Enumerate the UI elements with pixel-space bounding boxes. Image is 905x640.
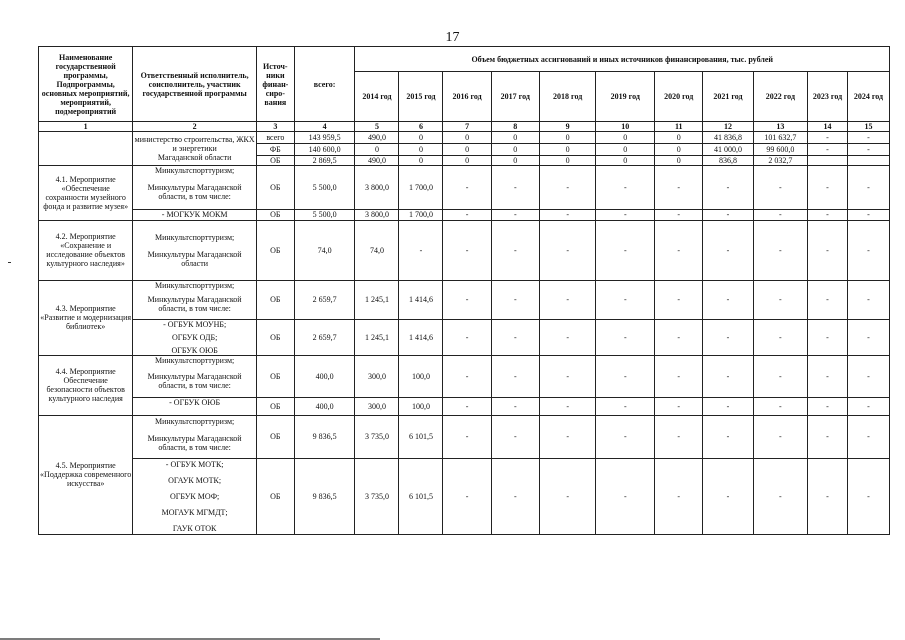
value-cell: - (539, 220, 596, 280)
value-cell (847, 156, 889, 166)
responsible-top: Минкультспорттуризм; (133, 280, 257, 290)
value-cell: - (703, 356, 753, 398)
table-row (39, 209, 890, 220)
value-cell: - (443, 220, 491, 280)
value-cell: - (443, 320, 491, 356)
value-cell: - (596, 458, 655, 534)
header-name: Наименование государственной программы, Подпрограммы, основных мероприятий, мероприятий, подмероприятий (39, 47, 133, 122)
value-cell: 490,0 (355, 156, 399, 166)
value-cell: - (753, 166, 807, 210)
measure-name: 4.4. Мероприятие Обеспечение безопасности объектов культурного наследия (39, 356, 133, 416)
value-cell: 1 414,6 (399, 280, 443, 320)
value-cell: 0 (596, 144, 655, 156)
value-cell: 0 (355, 144, 399, 156)
value-cell: 0 (491, 156, 539, 166)
table-row (39, 320, 890, 356)
value-cell: 0 (596, 156, 655, 166)
value-cell: - (539, 356, 596, 398)
value-cell: 1 700,0 (399, 209, 443, 220)
value-cell: 41 000,0 (703, 144, 753, 156)
value-cell: - (808, 415, 848, 458)
total-cell: 140 600,0 (294, 144, 355, 156)
ministry-responsible: министерство строительства, ЖКХ и энергетики Магаданской области (133, 132, 257, 166)
col-number: 12 (703, 122, 753, 132)
total-cell: 400,0 (294, 356, 355, 398)
header-total: всего: (294, 47, 355, 122)
year-2019: 2019 год (596, 72, 655, 122)
budget-table (38, 46, 890, 535)
value-cell: - (443, 209, 491, 220)
value-cell: - (847, 132, 889, 144)
header-funding-title: Объем бюджетных ассигнований и иных источников финансирования, тыс. рублей (355, 47, 890, 72)
value-cell: - (443, 397, 491, 415)
total-cell: 2 659,7 (294, 280, 355, 320)
responsible-main: Минкультуры Магаданской области, в том числе: (133, 365, 257, 397)
value-cell: - (596, 280, 655, 320)
value-cell: - (847, 320, 889, 356)
col-number: 14 (808, 122, 848, 132)
table-row (39, 458, 890, 534)
col-number: 9 (539, 122, 596, 132)
value-cell: - (753, 280, 807, 320)
source-cell: ОБ (256, 209, 294, 220)
value-cell: - (655, 356, 703, 398)
value-cell: - (753, 209, 807, 220)
value-cell: - (753, 458, 807, 534)
year-2021: 2021 год (703, 72, 753, 122)
table-row (39, 397, 890, 415)
source-cell: ОБ (256, 166, 294, 210)
table-row (39, 220, 890, 280)
source-cell: ОБ (256, 156, 294, 166)
column-number-row (39, 122, 890, 132)
value-cell: - (596, 397, 655, 415)
value-cell: - (491, 280, 539, 320)
value-cell: - (847, 458, 889, 534)
value-cell: - (539, 320, 596, 356)
source-cell: ОБ (256, 397, 294, 415)
col-number: 11 (655, 122, 703, 132)
year-2022: 2022 год (753, 72, 807, 122)
value-cell: 0 (491, 144, 539, 156)
value-cell: - (808, 356, 848, 398)
value-cell: - (847, 220, 889, 280)
table-row (39, 415, 890, 428)
col-number: 7 (443, 122, 491, 132)
measure-name: 4.2. Мероприятие «Сохранение и исследование объектов культурного наследия» (39, 220, 133, 280)
value-cell: - (847, 144, 889, 156)
source-cell: ОБ (256, 220, 294, 280)
value-cell: - (655, 397, 703, 415)
value-cell: - (703, 320, 753, 356)
value-cell: - (655, 320, 703, 356)
value-cell: - (808, 132, 848, 144)
year-2017: 2017 год (491, 72, 539, 122)
year-2014: 2014 год (355, 72, 399, 122)
value-cell: - (399, 220, 443, 280)
value-cell: - (596, 415, 655, 458)
value-cell: 99 600,0 (753, 144, 807, 156)
value-cell: 490,0 (355, 132, 399, 144)
source-cell: ОБ (256, 458, 294, 534)
value-cell: 0 (596, 132, 655, 144)
sub-responsible: - ОГБУК ОЮБ (133, 397, 257, 415)
value-cell: - (491, 320, 539, 356)
value-cell: 0 (399, 144, 443, 156)
value-cell: 0 (443, 144, 491, 156)
ministry-name-cell (39, 132, 133, 166)
responsible-main: Минкультуры Магаданской области, в том числе: (133, 175, 257, 209)
total-cell: 2 869,5 (294, 156, 355, 166)
value-cell: 0 (443, 132, 491, 144)
value-cell: - (808, 220, 848, 280)
value-cell: - (443, 280, 491, 320)
value-cell: - (539, 209, 596, 220)
value-cell: 1 245,1 (355, 320, 399, 356)
responsible-main: Минкультуры Магаданской области, в том числе: (133, 428, 257, 458)
value-cell: - (491, 356, 539, 398)
value-cell: - (753, 356, 807, 398)
value-cell: - (847, 415, 889, 458)
value-cell: 74,0 (355, 220, 399, 280)
value-cell: 1 245,1 (355, 280, 399, 320)
value-cell: - (847, 356, 889, 398)
value-cell: - (539, 397, 596, 415)
sub-responsible: - МОГКУК МОКМ (133, 209, 257, 220)
value-cell: - (808, 280, 848, 320)
total-cell: 5 500,0 (294, 166, 355, 210)
source-cell: ОБ (256, 415, 294, 458)
sub-responsible: - ОГБУК МОТК; ОГАУК МОТК; ОГБУК МОФ; МОГАУК МГМДТ; ГАУК ОТОК (133, 458, 257, 534)
value-cell: - (808, 166, 848, 210)
table-row (39, 356, 890, 366)
total-cell: 143 959,5 (294, 132, 355, 144)
value-cell: - (443, 415, 491, 458)
sub-responsible: - ОГБУК МОУНБ; ОГБУК ОДБ; ОГБУК ОЮБ (133, 320, 257, 356)
total-cell: 74,0 (294, 220, 355, 280)
value-cell: - (655, 280, 703, 320)
value-cell: 101 632,7 (753, 132, 807, 144)
value-cell: 2 032,7 (753, 156, 807, 166)
year-2016: 2016 год (443, 72, 491, 122)
year-2024: 2024 год (847, 72, 889, 122)
value-cell: 1 414,6 (399, 320, 443, 356)
value-cell: 0 (655, 156, 703, 166)
responsible-top: Минкультспорттуризм; (133, 356, 257, 366)
value-cell: - (539, 415, 596, 458)
value-cell: - (443, 356, 491, 398)
source-cell: ОБ (256, 356, 294, 398)
col-number: 5 (355, 122, 399, 132)
value-cell: - (655, 220, 703, 280)
value-cell: - (596, 166, 655, 210)
year-2023: 2023 год (808, 72, 848, 122)
value-cell: - (847, 166, 889, 210)
value-cell: - (491, 209, 539, 220)
header-row (39, 47, 890, 72)
col-number: 4 (294, 122, 355, 132)
year-2018: 2018 год (539, 72, 596, 122)
value-cell: 3 800,0 (355, 209, 399, 220)
value-cell: 100,0 (399, 356, 443, 398)
col-number: 15 (847, 122, 889, 132)
page-number: 17 (445, 30, 460, 45)
value-cell: - (703, 209, 753, 220)
value-cell: - (703, 220, 753, 280)
value-cell: - (596, 320, 655, 356)
value-cell: - (847, 209, 889, 220)
value-cell: 6 101,5 (399, 458, 443, 534)
value-cell: 300,0 (355, 397, 399, 415)
value-cell: 0 (399, 132, 443, 144)
value-cell: 0 (539, 144, 596, 156)
value-cell: - (753, 220, 807, 280)
value-cell: - (655, 166, 703, 210)
value-cell: 0 (539, 156, 596, 166)
value-cell: - (596, 220, 655, 280)
header-responsible: Ответственный исполнитель, соисполнитель, участник государственной программы (133, 47, 257, 122)
value-cell: - (491, 415, 539, 458)
value-cell: 3 735,0 (355, 458, 399, 534)
value-cell: - (847, 280, 889, 320)
header-source: Источ-ники финан-сиро-вания (256, 47, 294, 122)
value-cell: 0 (443, 156, 491, 166)
value-cell: 0 (491, 132, 539, 144)
total-cell: 9 836,5 (294, 458, 355, 534)
value-cell: - (847, 397, 889, 415)
table-row (39, 280, 890, 290)
value-cell: 836,8 (703, 156, 753, 166)
source-cell: всего (256, 132, 294, 144)
value-cell (808, 156, 848, 166)
value-cell: 0 (539, 132, 596, 144)
value-cell: 300,0 (355, 356, 399, 398)
year-2015: 2015 год (399, 72, 443, 122)
col-number: 1 (39, 122, 133, 132)
responsible-top: Минкультспорттуризм; (133, 415, 257, 428)
col-number: 3 (256, 122, 294, 132)
responsible-main: Минкультуры Магаданской области, в том числе: (133, 290, 257, 320)
value-cell: - (703, 280, 753, 320)
col-number: 2 (133, 122, 257, 132)
value-cell: - (491, 220, 539, 280)
col-number: 10 (596, 122, 655, 132)
value-cell: - (655, 415, 703, 458)
source-cell: ОБ (256, 320, 294, 356)
value-cell: 100,0 (399, 397, 443, 415)
year-2020: 2020 год (655, 72, 703, 122)
value-cell: - (596, 209, 655, 220)
value-cell: - (703, 415, 753, 458)
value-cell: - (703, 166, 753, 210)
value-cell: 1 700,0 (399, 166, 443, 210)
value-cell: - (753, 415, 807, 458)
scan-artifact (8, 262, 11, 263)
value-cell: 3 800,0 (355, 166, 399, 210)
measure-name: 4.3. Мероприятие «Развитие и модернизация библиотек» (39, 280, 133, 356)
total-cell: 5 500,0 (294, 209, 355, 220)
responsible-top: Минкультспорттуризм; (133, 166, 257, 176)
value-cell: - (808, 144, 848, 156)
table-row (39, 166, 890, 176)
value-cell: 3 735,0 (355, 415, 399, 458)
value-cell: - (808, 320, 848, 356)
value-cell: - (443, 458, 491, 534)
measure-name: 4.5. Мероприятие «Поддержка современного искусства» (39, 415, 133, 534)
total-cell: 2 659,7 (294, 320, 355, 356)
source-cell: ОБ (256, 280, 294, 320)
value-cell: - (655, 209, 703, 220)
value-cell: - (808, 458, 848, 534)
value-cell: - (491, 166, 539, 210)
value-cell: - (491, 458, 539, 534)
total-cell: 400,0 (294, 397, 355, 415)
responsible-cell: Минкультспорттуризм; Минкультуры Магаданской области (133, 220, 257, 280)
value-cell: 0 (399, 156, 443, 166)
value-cell: - (808, 397, 848, 415)
total-cell: 9 836,5 (294, 415, 355, 458)
col-number: 13 (753, 122, 807, 132)
value-cell: 0 (655, 132, 703, 144)
value-cell: - (703, 397, 753, 415)
value-cell: - (539, 166, 596, 210)
value-cell: - (443, 166, 491, 210)
value-cell: - (655, 458, 703, 534)
measure-name: 4.1. Мероприятие «Обеспечение сохранности музейного фонда и развитие музея» (39, 166, 133, 221)
value-cell: - (703, 458, 753, 534)
value-cell: - (491, 397, 539, 415)
value-cell: - (539, 280, 596, 320)
value-cell: - (596, 356, 655, 398)
col-number: 8 (491, 122, 539, 132)
value-cell: - (753, 397, 807, 415)
source-cell: ФБ (256, 144, 294, 156)
value-cell: 0 (655, 144, 703, 156)
value-cell: - (808, 209, 848, 220)
table-row (39, 132, 890, 144)
value-cell: 41 836,8 (703, 132, 753, 144)
value-cell: - (753, 320, 807, 356)
col-number: 6 (399, 122, 443, 132)
value-cell: - (539, 458, 596, 534)
value-cell: 6 101,5 (399, 415, 443, 458)
